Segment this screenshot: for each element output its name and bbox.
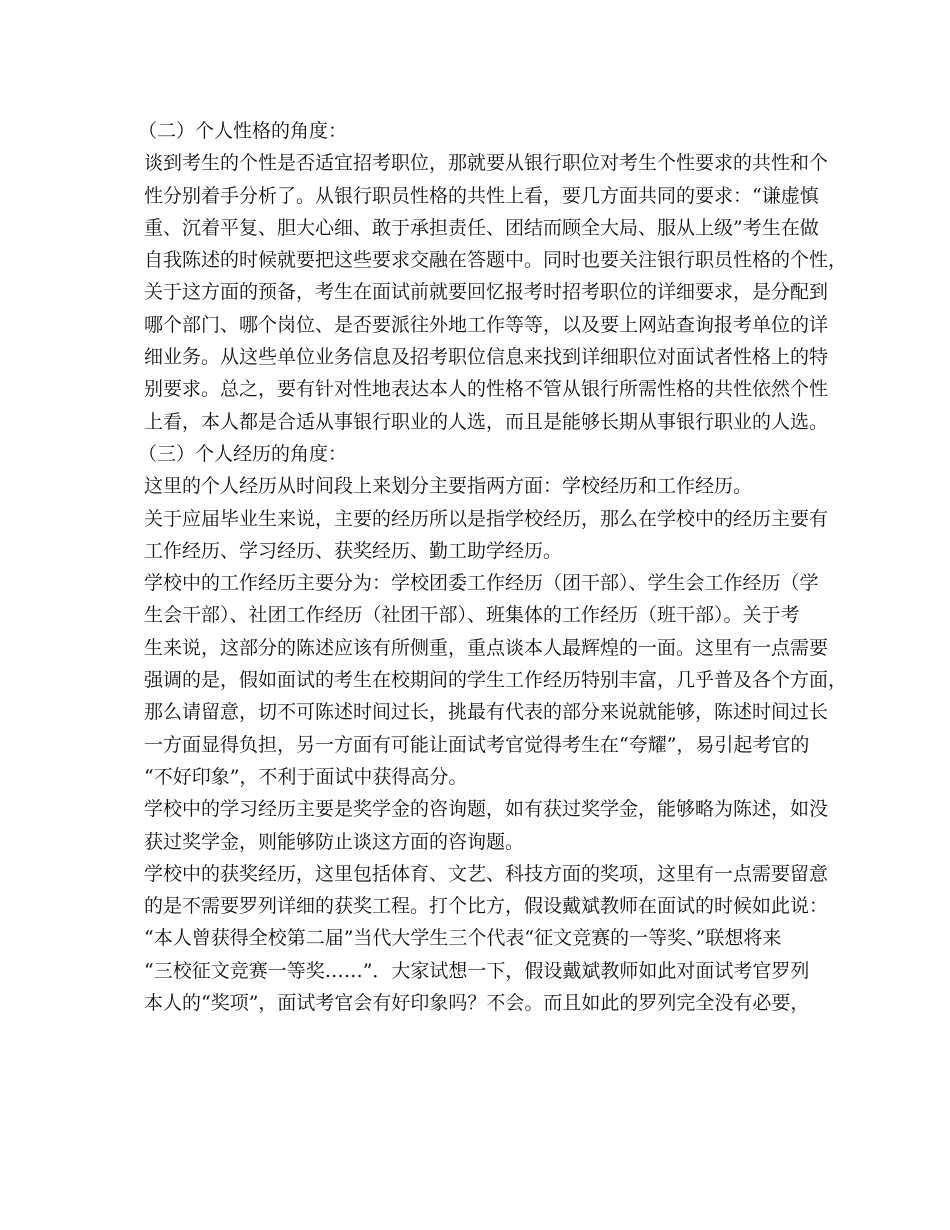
paragraph-line: 生来说，这部分的陈述应该有所侧重，重点谈本人最辉煌的一面。这里有一点需要	[144, 636, 829, 659]
paragraph-line: 的是不需要罗列详细的获奖工程。打个比方，假设戴斌教师在面试的时候如此说：	[144, 895, 829, 918]
section-heading-personality: （二）个人性格的角度：	[138, 120, 348, 142]
paragraph-line: 工作经历、学习经历、获奖经历、勤工助学经历。	[144, 539, 563, 562]
paragraph-line: 一方面显得负担，另一方面有可能让面试考官觉得考生在“夸耀”，易引起考官的	[144, 733, 810, 756]
paragraph-line: “本人曾获得全校第二届”当代大学生三个代表“征文竞赛的一等奖、”联想将来	[144, 927, 782, 950]
paragraph-line: 生会干部）、社团工作经历（社团干部）、班集体的工作经历（班干部）。关于考	[144, 604, 800, 627]
paragraph-line: “不好印象”，不利于面试中获得高分。	[144, 765, 468, 788]
paragraph-line: 哪个部门、哪个岗位、是否要派往外地工作等等，以及要上网站查询报考单位的详	[144, 313, 829, 336]
paragraph-line: 学校中的工作经历主要分为：学校团委工作经历（团干部）、学生会工作经历（学	[144, 572, 819, 595]
paragraph-line: 本人的“奖项”，面试考官会有好印象吗？不会。而且如此的罗列完全没有必要，	[144, 992, 810, 1015]
paragraph-line: 上看，本人都是合适从事银行职业的人选，而且是能够长期从事银行职业的人选。	[144, 410, 829, 433]
paragraph-line: 细业务。从这些单位业务信息及招考职位信息来找到详细职位对面试者性格上的特	[144, 346, 829, 369]
paragraph-line: “三校征文竞赛一等奖……”．大家试想一下，假设戴斌教师如此对面试考官罗列	[144, 959, 810, 982]
paragraph-line: 别要求。总之，要有针对性地表达本人的性格不管从银行所需性格的共性依然个性	[144, 378, 829, 401]
paragraph-line: 那么请留意，切不可陈述时间过长，挑最有代表的部分来说就能够，陈述时间过长	[144, 701, 829, 724]
paragraph-line: 学校中的学习经历主要是奖学金的咨询题，如有获过奖学金，能够略为陈述，如没	[144, 798, 829, 821]
paragraph-line: 自我陈述的时候就要把这些要求交融在答题中。同时也要关注银行职员性格的个性，	[144, 249, 848, 272]
paragraph-line: 关于应届毕业生来说，主要的经历所以是指学校经历，那么在学校中的经历主要有	[144, 507, 829, 530]
section-heading-experience: （三）个人经历的角度：	[138, 442, 348, 465]
paragraph-line: 这里的个人经历从时间段上来划分主要指两方面：学校经历和工作经历。	[144, 475, 753, 498]
paragraph-line: 关于这方面的预备，考生在面试前就要回忆报考时招考职位的详细要求，是分配到	[144, 281, 829, 304]
paragraph-line: 性分别着手分析了。从银行职员性格的共性上看，要几方面共同的要求：“谦虚慎	[144, 184, 819, 207]
document-page	[138, 115, 848, 1019]
paragraph-line: 谈到考生的个性是否适宜招考职位，那就要从银行职位对考生个性要求的共性和个	[144, 152, 829, 175]
paragraph-line: 重、沉着平复、胆大心细、敢于承担责任、团结而顾全大局、服从上级”考生在做	[144, 216, 819, 239]
paragraph-line: 学校中的获奖经历，这里包括体育、文艺、科技方面的奖项，这里有一点需要留意	[144, 862, 829, 885]
paragraph-line: 强调的是，假如面试的考生在校期间的学生工作经历特别丰富，几乎普及各个方面，	[144, 669, 848, 692]
paragraph-line: 获过奖学金，则能够防止谈这方面的咨询题。	[144, 830, 525, 853]
